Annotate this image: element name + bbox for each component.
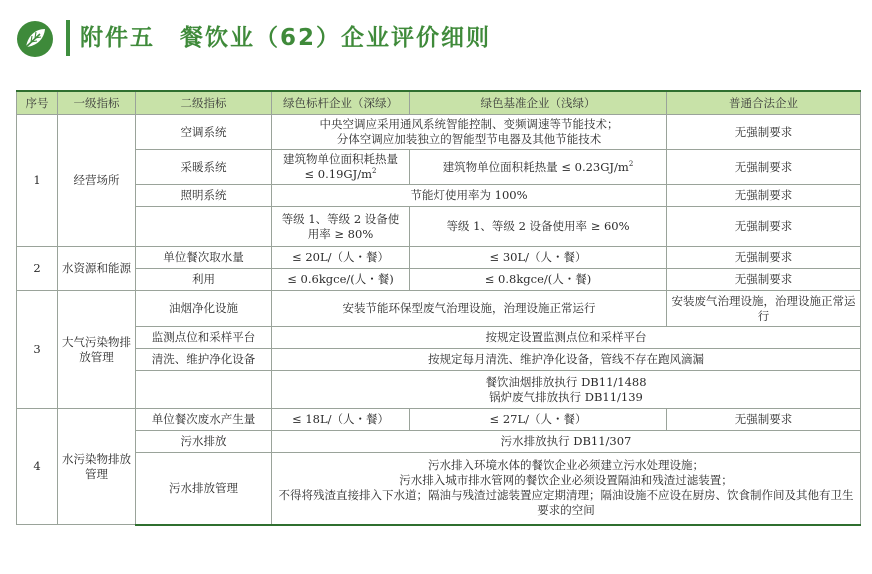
table-row bbox=[17, 371, 861, 409]
baseline-cell: 等级 1、等级 2 设备使用率 ≥ 60% bbox=[410, 207, 667, 247]
table-row bbox=[17, 349, 861, 371]
table-row bbox=[17, 269, 861, 291]
col-header-baseline: 绿色基准企业（浅绿） bbox=[410, 91, 667, 115]
baseline-cell bbox=[410, 150, 667, 185]
normal-cell: 安装废气治理设施，治理设施正常运行 bbox=[667, 291, 861, 327]
all-merged-cell: 污水排入环境水体的餐饮企业必须建立污水处理设施； 污水排入城市排水管网的餐饮企业必须设置隔油和残渣过滤装置； 不得将残渣直接排入下水道；隔油与残渣过滤装置应定期清理；隔油设施不应设在厨房、饮食制作间及其他有卫生要求的空间 bbox=[272, 453, 861, 525]
level2-cell: 污水排放 bbox=[136, 431, 272, 453]
section-no: 2 bbox=[17, 247, 58, 291]
level2-cell: 监测点位和采样平台 bbox=[136, 327, 272, 349]
table-row bbox=[17, 247, 861, 269]
title-accent-bar bbox=[66, 20, 70, 56]
benchmark-cell: 等级 1、等级 2 设备使 用率 ≥ 80% bbox=[272, 207, 410, 247]
level2-cell: 利用 bbox=[136, 269, 272, 291]
benchmark-cell bbox=[272, 150, 410, 185]
all-merged-cell: 餐饮油烟排放执行 DB11/1488 锅炉废气排放执行 DB11/139 bbox=[272, 371, 861, 409]
section-no: 4 bbox=[17, 409, 58, 525]
green-merged-cell: 安装节能环保型废气治理设施，治理设施正常运行 bbox=[272, 291, 667, 327]
table-row bbox=[17, 207, 861, 247]
normal-cell: 无强制要求 bbox=[667, 185, 861, 207]
section-level1: 大气污染物排放管理 bbox=[58, 291, 136, 409]
section-level1: 经营场所 bbox=[58, 115, 136, 247]
col-header-benchmark: 绿色标杆企业（深绿） bbox=[272, 91, 410, 115]
baseline-text: 建筑物单位面积耗热量 ≤ 0.23GJ/m bbox=[442, 159, 629, 174]
level2-cell: 空调系统 bbox=[136, 115, 272, 150]
level2-cell: 清洗、维护净化设备 bbox=[136, 349, 272, 371]
all-merged-cell: 污水排放执行 DB11/307 bbox=[272, 431, 861, 453]
benchmark-cell: ≤ 18L/（人・餐） bbox=[272, 409, 410, 431]
col-header-normal: 普通合法企业 bbox=[667, 91, 861, 115]
col-header-level1: 一级指标 bbox=[58, 91, 136, 115]
green-merged-cell: 节能灯使用率为 100% bbox=[272, 185, 667, 207]
level2-cell: 采暖系统 bbox=[136, 150, 272, 185]
level2-cell: 照明系统 bbox=[136, 185, 272, 207]
level2-cell: 油烟净化设施 bbox=[136, 291, 272, 327]
normal-cell: 无强制要求 bbox=[667, 247, 861, 269]
section-level1: 水资源和能源 bbox=[58, 247, 136, 291]
table-row bbox=[17, 291, 861, 327]
col-header-no: 序号 bbox=[17, 91, 58, 115]
table-row bbox=[17, 453, 861, 525]
evaluation-table bbox=[16, 90, 861, 526]
green-merged-cell: 中央空调应采用通风系统智能控制、变频调速等节能技术； 分体空调应加装独立的智能型节电器及其他节能技术 bbox=[272, 115, 667, 150]
table-row bbox=[17, 150, 861, 185]
normal-cell: 无强制要求 bbox=[667, 115, 861, 150]
benchmark-cell: ≤ 20L/（人・餐） bbox=[272, 247, 410, 269]
table-header-row bbox=[17, 91, 861, 115]
page-title: 附件五 餐饮业（62）企业评价细则 bbox=[80, 25, 492, 51]
baseline-cell: ≤ 27L/（人・餐） bbox=[410, 409, 667, 431]
level2-cell: 单位餐次取水量 bbox=[136, 247, 272, 269]
section-no: 1 bbox=[17, 115, 58, 247]
section-no: 3 bbox=[17, 291, 58, 409]
table-row bbox=[17, 409, 861, 431]
normal-cell: 无强制要求 bbox=[667, 207, 861, 247]
table-row bbox=[17, 327, 861, 349]
level2-cell: 污水排放管理 bbox=[136, 453, 272, 525]
superscript: 2 bbox=[372, 167, 377, 176]
page-header bbox=[14, 18, 864, 62]
level2-cell bbox=[136, 207, 272, 247]
leaf-logo-icon bbox=[16, 20, 54, 58]
all-merged-cell: 按规定每月清洗、维护净化设备，管线不存在跑风滴漏 bbox=[272, 349, 861, 371]
normal-cell: 无强制要求 bbox=[667, 269, 861, 291]
normal-cell: 无强制要求 bbox=[667, 409, 861, 431]
benchmark-cell: ≤ 0.6kgce/(人・餐) bbox=[272, 269, 410, 291]
level2-cell: 单位餐次废水产生量 bbox=[136, 409, 272, 431]
normal-cell: 无强制要求 bbox=[667, 150, 861, 185]
table-row bbox=[17, 115, 861, 150]
all-merged-cell: 按规定设置监测点位和采样平台 bbox=[272, 327, 861, 349]
section-level1: 水污染物排放管理 bbox=[58, 409, 136, 525]
superscript: 2 bbox=[628, 159, 634, 168]
benchmark-text: 建筑物单位面积耗热量 ≤ 0.19GJ/m bbox=[283, 152, 398, 181]
col-header-level2: 二级指标 bbox=[136, 91, 272, 115]
level2-cell bbox=[136, 371, 272, 409]
baseline-cell: ≤ 30L/（人・餐） bbox=[410, 247, 667, 269]
table-row bbox=[17, 185, 861, 207]
baseline-cell: ≤ 0.8kgce/(人・餐) bbox=[410, 269, 667, 291]
table-row bbox=[17, 431, 861, 453]
